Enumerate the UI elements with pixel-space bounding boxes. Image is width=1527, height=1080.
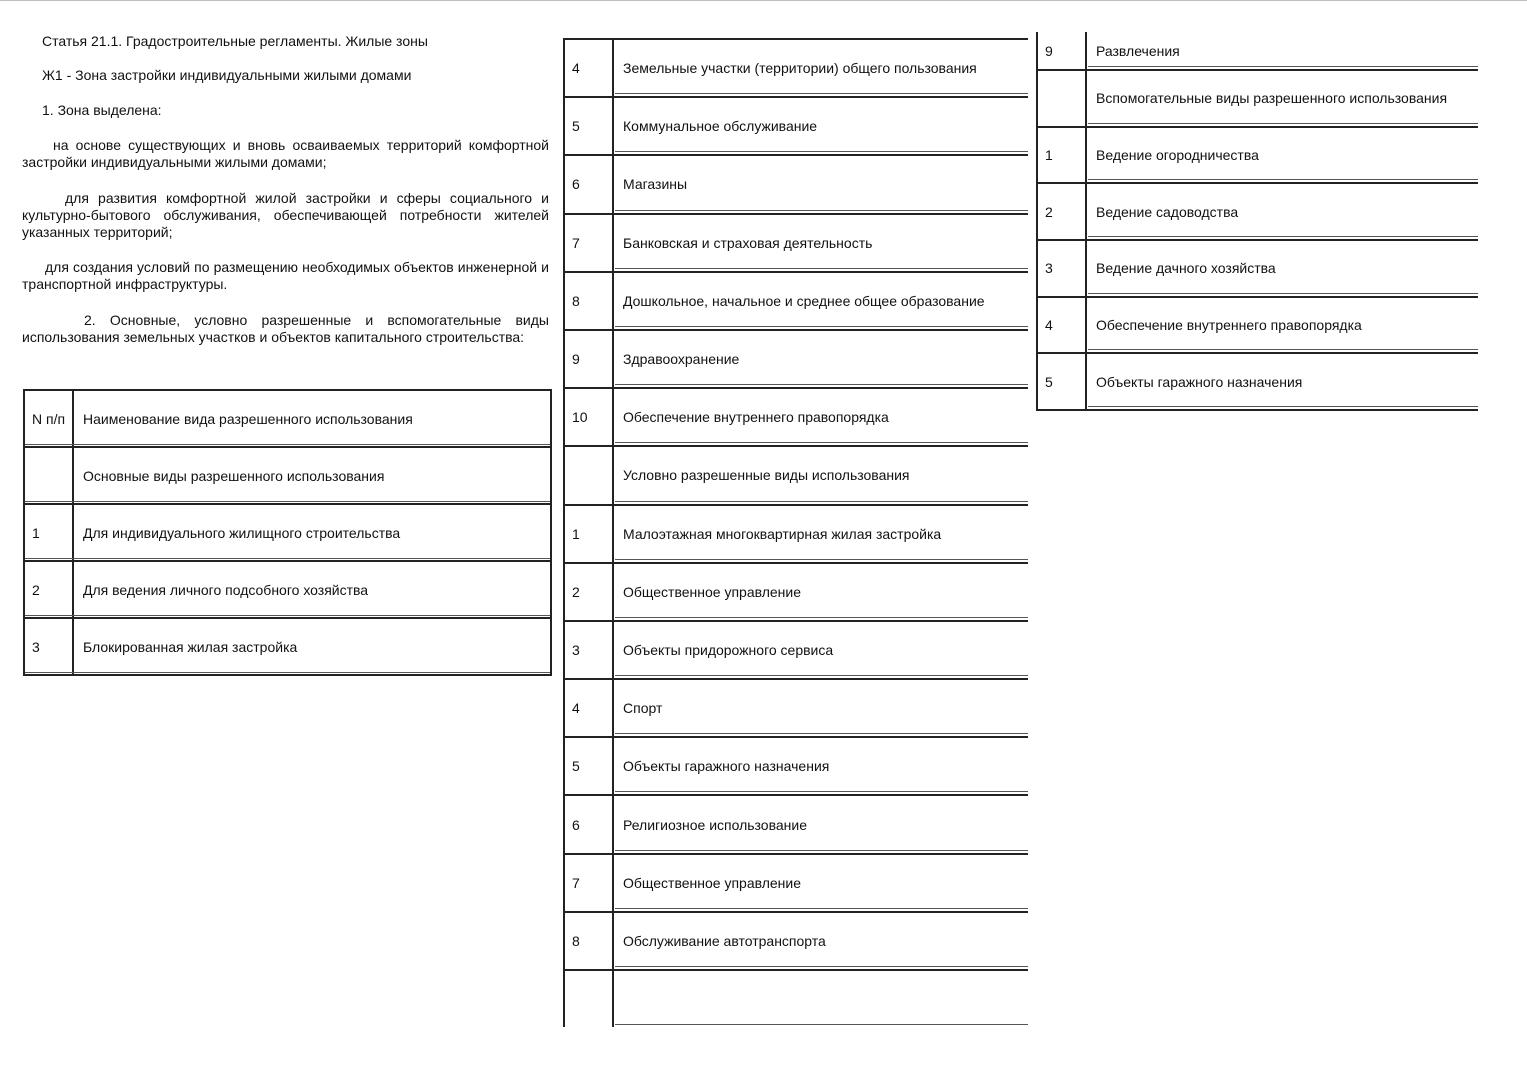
row-name: Ведение огородничества [1096, 147, 1259, 164]
table-row [565, 331, 1028, 389]
row-name: Ведение садоводства [1096, 203, 1239, 220]
row-name: Общественное управление [623, 874, 802, 891]
row-number [25, 448, 74, 503]
row-number: 1 [565, 506, 614, 562]
row-number: 5 [565, 98, 614, 154]
section-title: Основные виды разрешенного использования [83, 467, 385, 484]
row-number: 1 [25, 505, 74, 560]
table-row [1038, 32, 1478, 71]
section-title: Условно разрешенные виды использования [623, 467, 910, 484]
row-number: 3 [25, 619, 74, 674]
table-section-row [1038, 71, 1478, 128]
row-number: 2 [1038, 184, 1087, 239]
row-number: 2 [25, 562, 74, 617]
row-number: 2 [565, 564, 614, 620]
row-name [614, 971, 1028, 1027]
row-name: Обеспечение внутреннего правопорядка [623, 409, 889, 426]
header-number: N п/п [25, 391, 74, 446]
land-use-table-continued-1 [563, 38, 1028, 1027]
section-title: Вспомогательные виды разрешенного использования [1096, 90, 1448, 107]
row-number: 3 [565, 622, 614, 678]
row-name: Обеспечение внутреннего правопорядка [1096, 317, 1362, 334]
table-row [1038, 241, 1478, 298]
article-title: Статья 21.1. Градостроительные регламенты. Жилые зоны [42, 33, 428, 49]
row-number: 8 [565, 913, 614, 969]
table-row [565, 506, 1028, 564]
row-number: 5 [565, 738, 614, 794]
table-row [565, 273, 1028, 331]
row-number: 4 [565, 40, 614, 96]
row-name: Блокированная жилая застройка [83, 638, 298, 655]
row-name: Для ведения личного подсобного хозяйства [83, 581, 369, 598]
row-number: 4 [1038, 298, 1087, 353]
table-row [565, 622, 1028, 680]
table-row [25, 505, 550, 562]
land-use-table-continued-2 [1036, 32, 1478, 411]
header-name: Наименование вида разрешенного использования [83, 410, 413, 427]
table-section-row [25, 448, 550, 505]
row-number [565, 447, 614, 503]
table-row [565, 738, 1028, 796]
row-name: Здравоохранение [623, 351, 740, 368]
top-border-line [0, 0, 1527, 1]
row-name: Ведение дачного хозяйства [1096, 260, 1276, 277]
row-number: 6 [565, 796, 614, 852]
table-section-row [565, 447, 1028, 505]
row-number: 4 [565, 680, 614, 736]
row-number: 1 [1038, 128, 1087, 183]
row-name: Магазины [623, 176, 688, 193]
paragraph-3: для создания условий по размещению необходимых объектов инженерной и транспортной инфраструктуры. [22, 259, 549, 292]
row-number: 9 [1038, 32, 1087, 69]
table-header-row [25, 391, 550, 448]
row-name: Религиозное использование [623, 816, 807, 833]
row-name: Коммунальное обслуживание [623, 118, 818, 135]
row-name: Развлечения [1096, 42, 1180, 59]
row-number: 7 [565, 855, 614, 911]
row-name: Земельные участки (территории) общего пользования [623, 60, 977, 77]
table-row [565, 156, 1028, 214]
row-number [1038, 71, 1087, 126]
row-name: Объекты гаражного назначения [623, 758, 830, 775]
table-row [565, 215, 1028, 273]
table-row [565, 98, 1028, 156]
row-number: 5 [1038, 354, 1087, 409]
row-number: 6 [565, 156, 614, 212]
table-row [1038, 354, 1478, 411]
land-use-table-main [23, 389, 552, 676]
row-number: 9 [565, 331, 614, 387]
row-name: Общественное управление [623, 583, 802, 600]
table-row [565, 796, 1028, 854]
row-name: Спорт [623, 700, 663, 717]
table-row [565, 680, 1028, 738]
paragraph-1: на основе существующих и вновь осваиваемых территорий комфортной застройки индивидуальными жилыми домами; [22, 137, 549, 170]
row-name: Объекты придорожного сервиса [623, 641, 834, 658]
table-row [1038, 128, 1478, 185]
table-row-continuation [565, 971, 1028, 1027]
table-row [25, 619, 550, 676]
row-name: Для индивидуального жилищного строительства [83, 524, 401, 541]
row-name: Объекты гаражного назначения [1096, 373, 1303, 390]
row-name: Дошкольное, начальное и среднее общее образование [623, 292, 985, 309]
table-row [565, 855, 1028, 913]
row-number: 8 [565, 273, 614, 329]
table-row [565, 564, 1028, 622]
zone-title: Ж1 - Зона застройки индивидуальными жилыми домами [42, 67, 412, 83]
row-number: 7 [565, 215, 614, 271]
row-number: 3 [1038, 241, 1087, 296]
row-number [565, 971, 614, 1027]
table-row [25, 562, 550, 619]
row-name: Банковская и страховая деятельность [623, 234, 873, 251]
point-2: 2. Основные, условно разрешенные и вспомогательные виды использования земельных участков и объектов капитального строительства: [22, 312, 549, 345]
paragraph-2: для развития комфортной жилой застройки и сферы социального и культурно-бытового обслуживания, обеспечивающей потребности жителей указанных территорий; [22, 190, 549, 240]
point-1: 1. Зона выделена: [42, 102, 162, 118]
row-name: Малоэтажная многоквартирная жилая застройка [623, 525, 942, 542]
table-row [1038, 298, 1478, 355]
table-row [565, 40, 1028, 98]
row-number: 10 [565, 389, 614, 445]
table-row [565, 389, 1028, 447]
row-name: Обслуживание автотранспорта [623, 932, 826, 949]
table-row [565, 913, 1028, 971]
table-row [1038, 184, 1478, 241]
